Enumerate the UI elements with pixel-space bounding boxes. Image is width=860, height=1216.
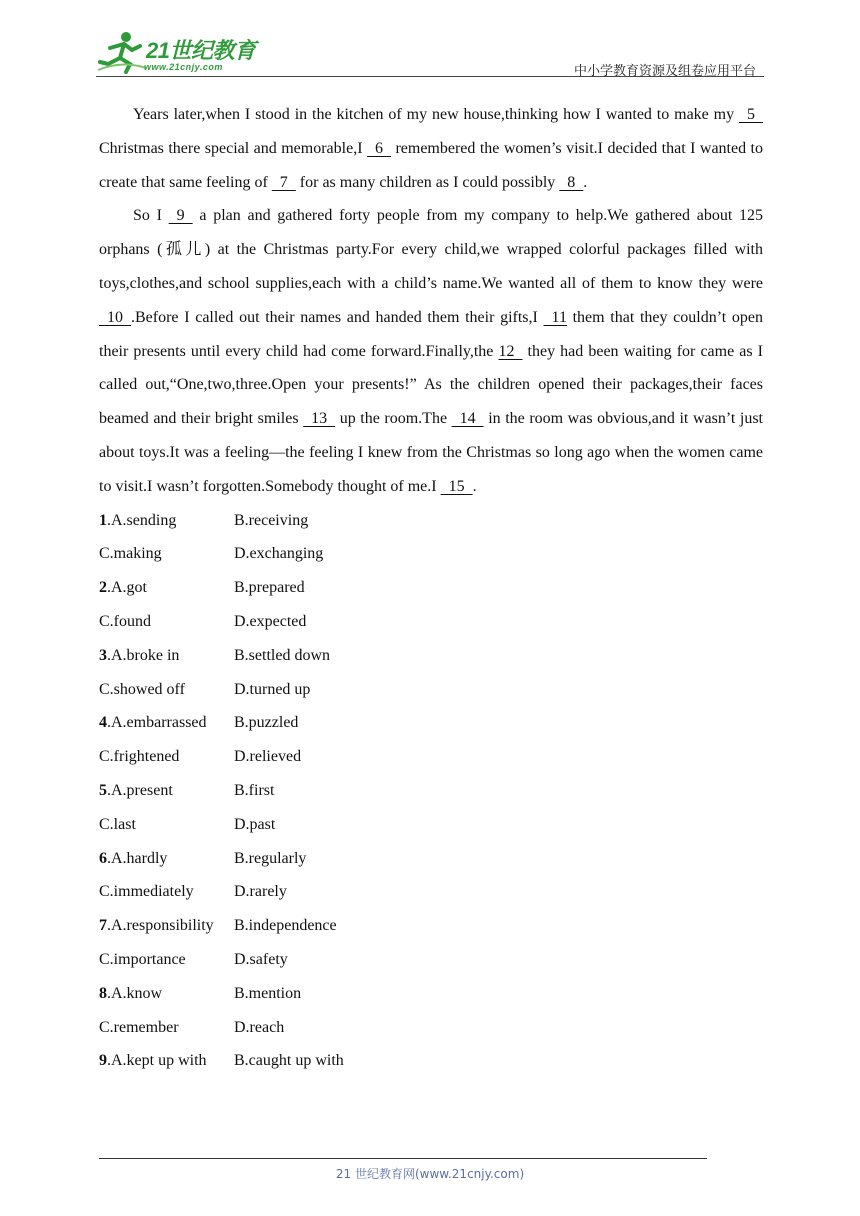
option-b[interactable]: B.receiving [234,511,309,529]
answer-blank[interactable]: 9 [168,207,193,225]
question-row [99,1011,763,1045]
runner-logo-icon [96,30,148,74]
option-d[interactable]: D.reach [234,1018,285,1036]
platform-title: 中小学教育资源及组卷应用平台 [573,64,756,79]
option-c[interactable]: C.remember [99,1018,179,1036]
passage-text: in the room was obvious,and it wasn’t just about toys.It was a feeling—the feeling I knew from the Christmas so long ago when the women came to visit.I wasn’t forgotten.Somebody thought of me.I [99,410,763,495]
page-footer: 21 世纪教育网(www.21cnjy.com) [335,1167,525,1181]
answer-blank[interactable]: 7 [271,173,296,191]
passage-text: Christmas there special and memorable,I [99,139,367,157]
option-b[interactable]: B.mention [234,984,302,1002]
option-c[interactable]: C.found [99,612,151,630]
document-body [99,98,763,1078]
option-a-text: .A.sending [107,511,177,529]
option-a-text: .A.know [107,984,163,1002]
option-b[interactable]: B.independence [234,917,337,935]
answer-blank[interactable]: 15 [440,477,473,495]
option-a-text: .A.present [107,781,173,799]
option-b[interactable]: B.regularly [234,849,307,867]
passage-text: . [472,477,477,495]
answer-blank[interactable]: 12 [498,342,523,360]
question-number: 9 [99,1052,107,1070]
header-divider [96,76,764,77]
answer-blank[interactable]: 14 [451,410,484,428]
option-c[interactable]: C.frightened [99,748,180,766]
question-row [99,1044,763,1078]
passage-text: Years later,when I stood in the kitchen of my new house,thinking how I wanted to make my [133,106,739,123]
question-number: 8 [99,984,107,1002]
footer-divider [99,1158,707,1159]
option-a-text: .A.kept up with [107,1052,207,1070]
passage [99,98,763,504]
option-a[interactable] [99,571,234,605]
question-row [99,875,763,909]
passage-text: remembered the women’s visit.I decided that I wanted to create that same feeling of [99,139,763,191]
passage-paragraph [99,98,763,199]
answer-blank[interactable]: 8 [559,173,584,191]
option-a[interactable] [99,909,234,943]
question-row [99,571,763,605]
option-a-text: .A.embarrassed [107,714,207,732]
option-a[interactable] [99,504,234,538]
passage-text: they had been waiting for came as I called out,“One,two,three.Open your presents!” As the children opened their packages,their faces beamed and their bright smiles [99,342,763,428]
question-row [99,909,763,943]
option-d[interactable]: D.rarely [234,883,287,901]
passage-text: a plan and gathered forty people from my company to help.We gathered about 125 orphans (孤儿) at the Christmas party.For every child,we wrapped colorful packages filled with toys,clothes,and school supplies,each with a child’s name.We wanted all of them to know they were [99,207,764,292]
question-number: 6 [99,849,107,867]
question-number: 5 [99,781,107,799]
question-number: 3 [99,646,107,664]
question-list [99,504,763,1079]
option-c[interactable]: C.making [99,545,162,563]
option-a[interactable] [99,1044,234,1078]
question-row [99,673,763,707]
question-row [99,977,763,1011]
option-a[interactable] [99,706,234,740]
answer-blank[interactable]: 6 [366,139,391,157]
option-a[interactable] [99,842,234,876]
option-b[interactable]: B.first [234,781,275,799]
option-b[interactable]: B.caught up with [234,1052,344,1070]
question-number: 4 [99,714,107,732]
question-row [99,605,763,639]
option-c[interactable]: C.immediately [99,883,194,901]
answer-blank[interactable]: 13 [303,410,336,428]
answer-blank[interactable]: 11 [543,308,567,326]
option-d[interactable]: D.expected [234,612,307,630]
option-d[interactable]: D.safety [234,950,288,968]
question-row [99,504,763,538]
question-number: 1 [99,511,107,529]
passage-paragraph [99,199,763,503]
passage-text: So I [133,207,169,225]
option-a-text: .A.got [107,579,147,597]
question-row [99,639,763,673]
option-d[interactable]: D.turned up [234,680,311,698]
option-d[interactable]: D.relieved [234,748,302,766]
page-header [96,30,764,78]
site-logo[interactable] [96,30,266,76]
logo-url: www.21cnjy.com [144,62,223,72]
question-row [99,706,763,740]
option-a[interactable] [99,977,234,1011]
option-b[interactable]: B.settled down [234,646,330,664]
option-a[interactable] [99,639,234,673]
passage-text: . [583,173,588,191]
question-number: 7 [99,917,107,935]
question-row [99,740,763,774]
option-c[interactable]: C.importance [99,950,186,968]
option-d[interactable]: D.exchanging [234,545,324,563]
option-d[interactable]: D.past [234,815,276,833]
option-a-text: .A.broke in [107,646,180,664]
passage-text: them that they couldn’t open their presents until every child had come forward.Finally,the [99,308,763,360]
passage-text: .Before I called out their names and handed them their gifts,I [131,308,544,326]
answer-blank[interactable]: 5 [739,106,763,123]
question-row [99,842,763,876]
option-c[interactable]: C.last [99,815,136,833]
option-b[interactable]: B.puzzled [234,714,299,732]
logo-text: 21世纪教育 [146,38,256,63]
passage-text: for as many children as I could possibly [295,173,560,191]
option-a-text: .A.hardly [107,849,168,867]
option-c[interactable]: C.showed off [99,680,185,698]
question-row [99,774,763,808]
question-number: 2 [99,579,107,597]
option-b[interactable]: B.prepared [234,579,305,597]
option-a[interactable] [99,774,234,808]
passage-text: up the room.The [335,410,452,428]
option-a-text: .A.responsibility [107,917,214,935]
answer-blank[interactable]: 10 [99,308,131,326]
question-row [99,537,763,571]
question-row [99,808,763,842]
question-row [99,943,763,977]
